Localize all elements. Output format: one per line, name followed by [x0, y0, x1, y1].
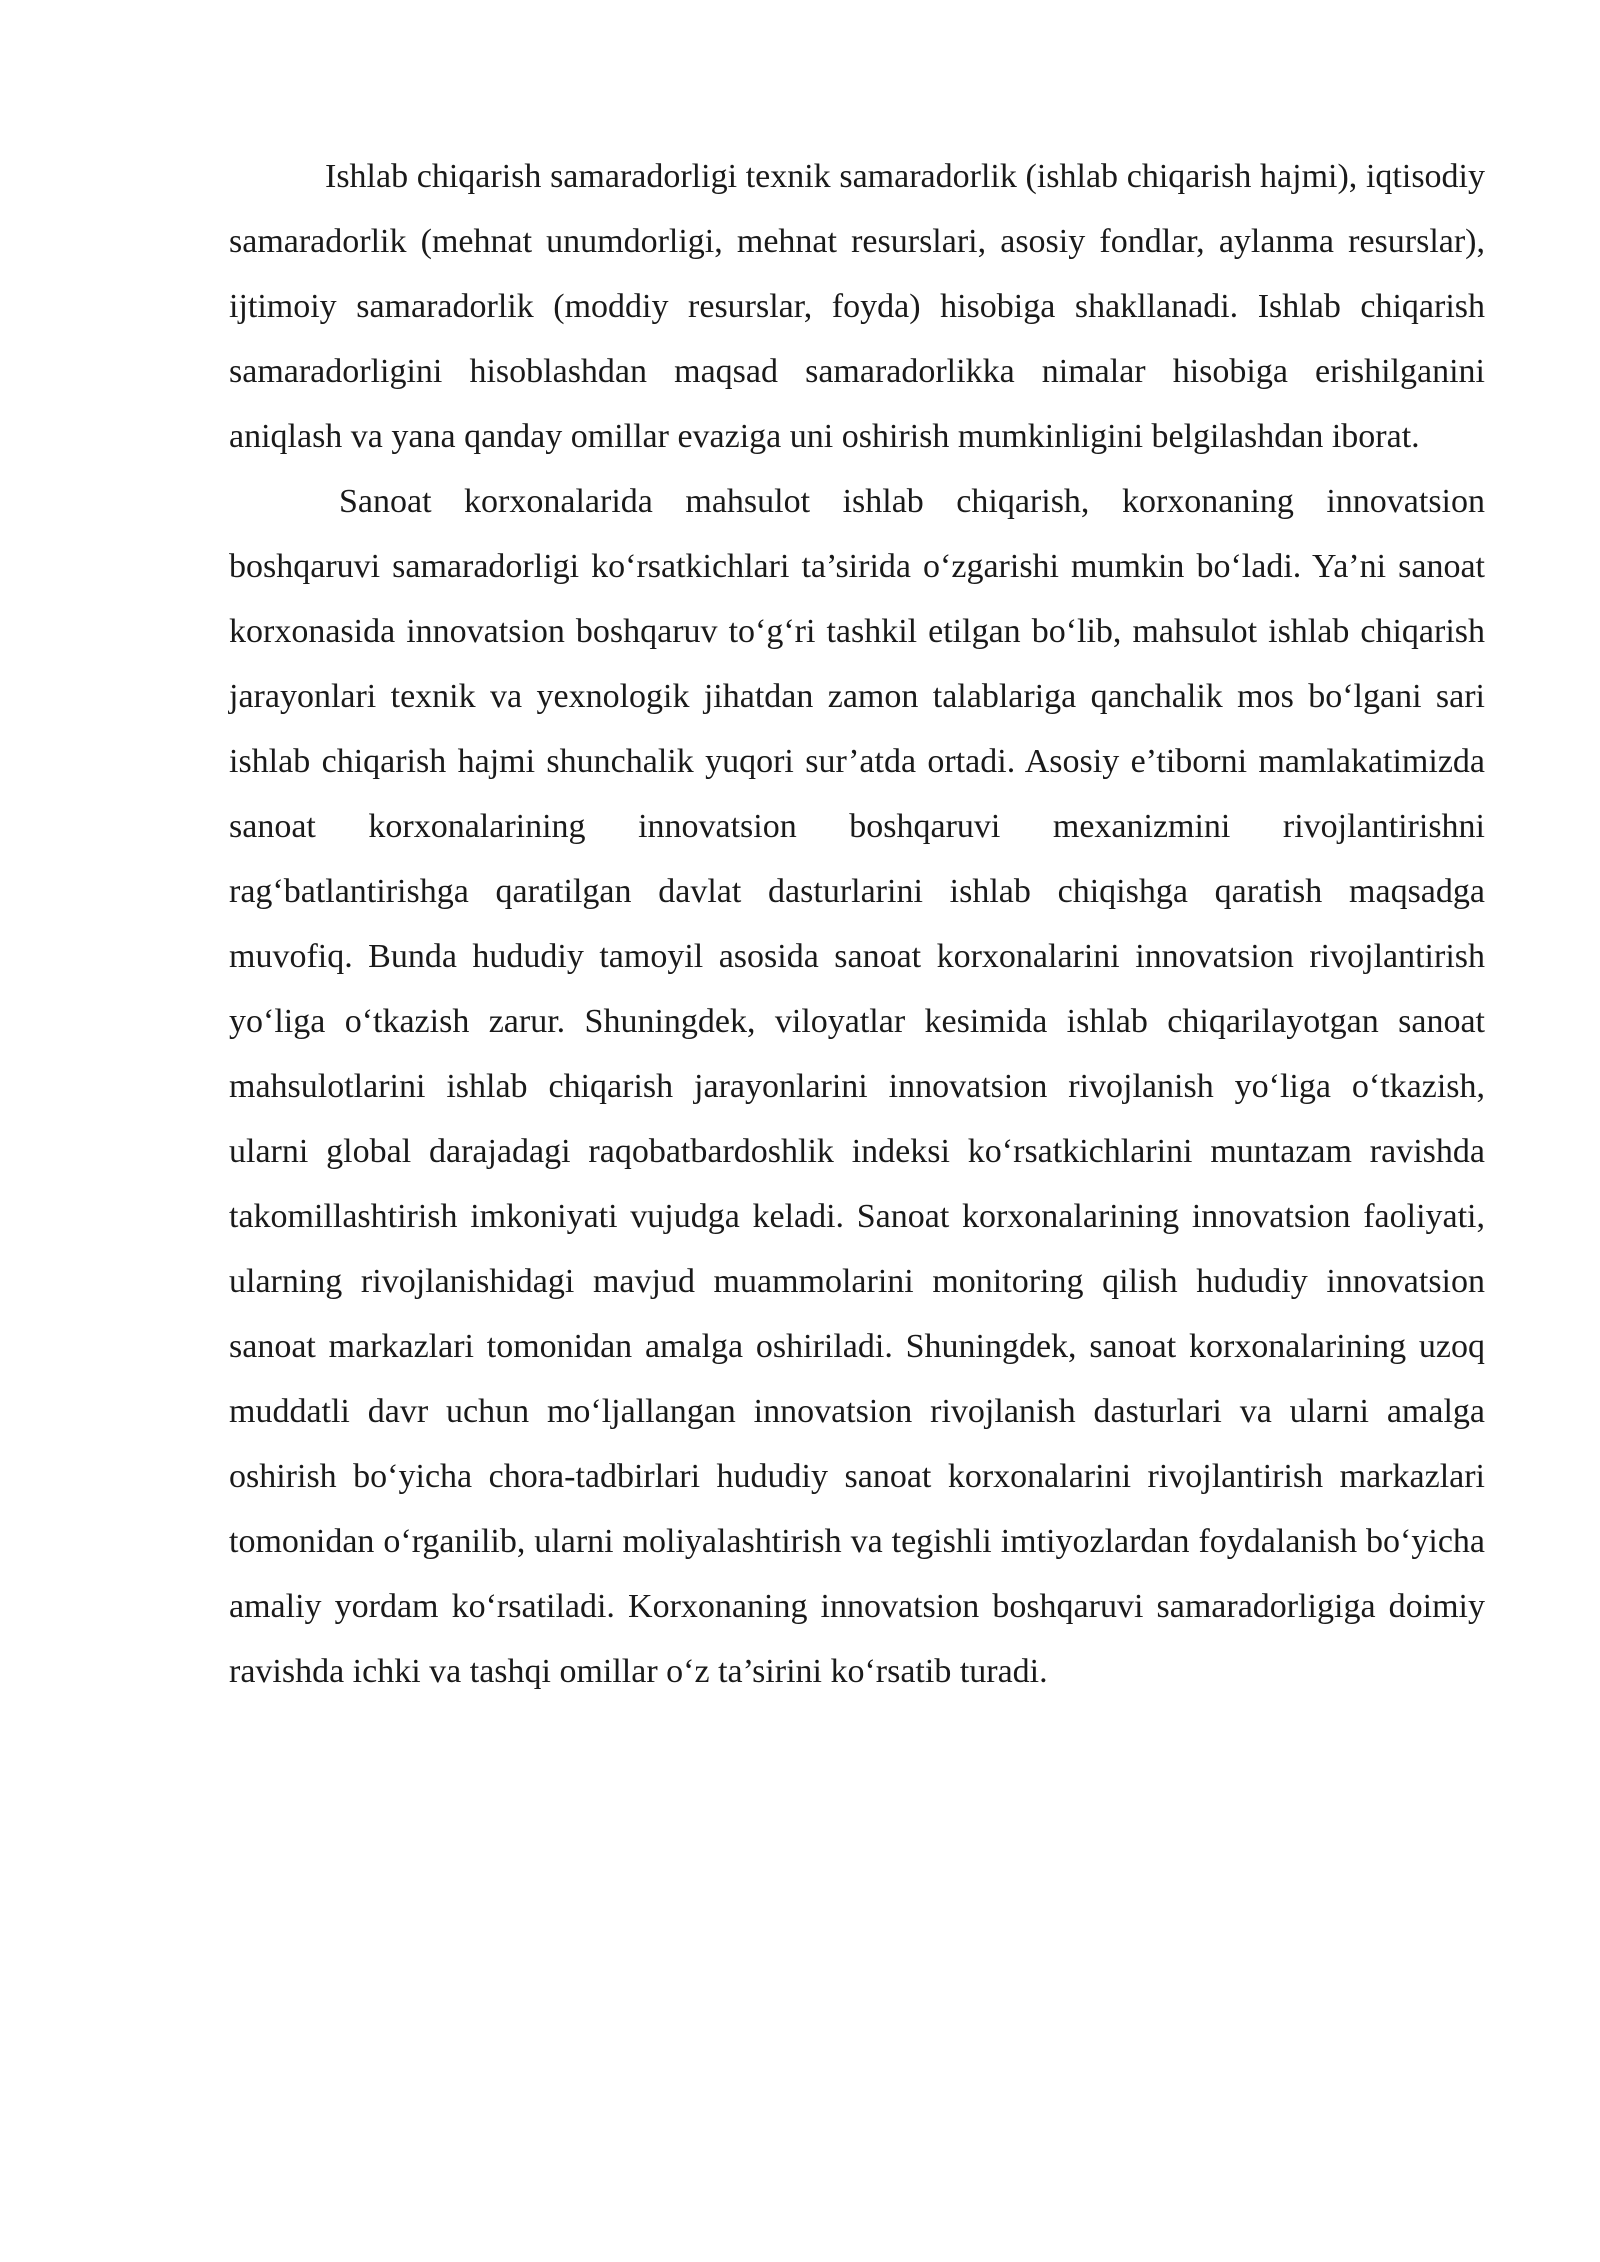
document-body — [229, 144, 1485, 1704]
paragraph-1: Ishlab chiqarish samaradorligi texnik samaradorlik (ishlab chiqarish hajmi), iqtisodiy samaradorlik (mehnat unumdorligi, mehnat resurslari, asosiy fondlar, aylanma resurslar), ijtimoiy samaradorlik (moddiy resurslar, foyda) hisobiga shakllanadi. Ishlab chiqarish samaradorligini hisoblashdan maqsad samaradorlikka nimalar hisobiga erishilganini aniqlash va yana qanday omillar evaziga uni oshirish mumkinligini belgilashdan iborat. — [229, 158, 1485, 455]
paragraph-2: Sanoat korxonalarida mahsulot ishlab chiqarish, korxonaning innovatsion boshqaruvi samaradorligi ko‘rsatkichlari ta’sirida o‘zgarishi mumkin bo‘ladi. Ya’ni sanoat korxonasida innovatsion boshqaruv to‘g‘ri tashkil etilgan bo‘lib, mahsulot ishlab chiqarish jarayonlari texnik va yexnologik jihatdan zamon talablariga qanchalik mos bo‘lgani sari ishlab chiqarish hajmi shunchalik yuqori sur’atda ortadi. Asosiy e’tiborni mamlakatimizda sanoat korxonalarining innovatsion boshqaruvi mexanizmini rivojlantirishni rag‘batlantirishga qaratilgan davlat dasturlarini ishlab chiqishga qaratish maqsadga muvofiq. Bunda hududiy tamoyil asosida sanoat korxonalarini innovatsion rivojlantirish yo‘liga o‘tkazish zarur. Shuningdek, viloyatlar kesimida ishlab chiqarilayotgan sanoat mahsulotlarini ishlab chiqarish jarayonlarini innovatsion rivojlanish yo‘liga o‘tkazish, ularni global darajadagi raqobatbardoshlik indeksi ko‘rsatkichlarini muntazam ravishda takomillashtirish imkoniyati vujudga keladi. Sanoat korxonalarining innovatsion faoliyati, ularning rivojlanishidagi mavjud muammolarini monitoring qilish hududiy innovatsion sanoat markazlari tomonidan amalga oshiriladi. Shuningdek, sanoat korxonalarining uzoq muddatli davr uchun mo‘ljallangan innovatsion rivojlanish dasturlari va ularni amalga oshirish bo‘yicha chora-tadbirlari hududiy sanoat korxonalarini rivojlantirish markazlari tomonidan o‘rganilib, ularni moliyalashtirish va tegishli imtiyozlardan foydalanish bo‘yicha amaliy yordam ko‘rsatiladi. Korxonaning innovatsion boshqaruvi samaradorligiga doimiy ravishda ichki va tashqi omillar o‘z ta’sirini ko‘rsatib turadi. — [229, 483, 1485, 1690]
